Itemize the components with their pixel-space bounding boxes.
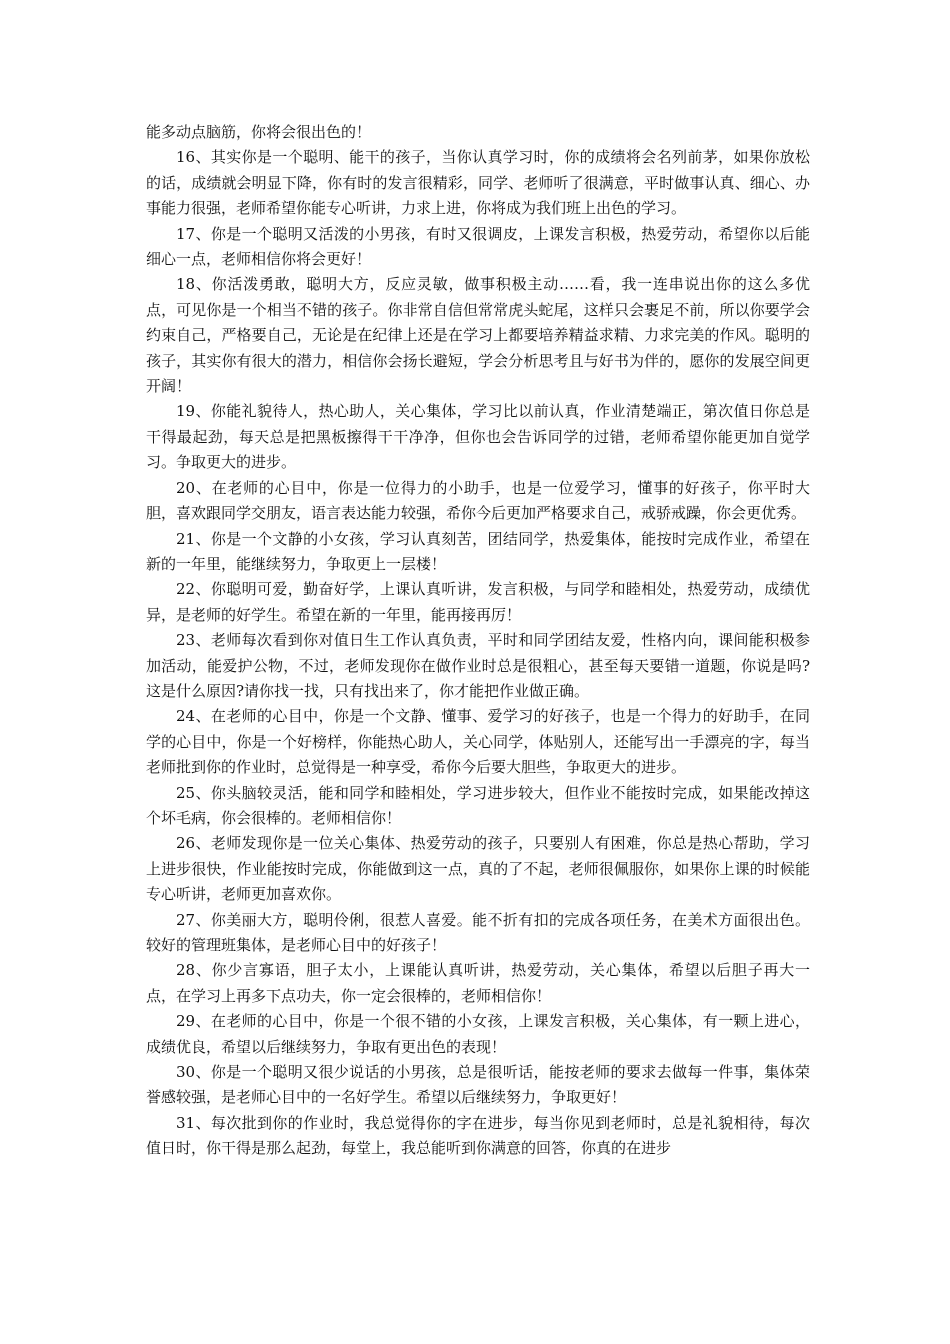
paragraph-22: 22、你聪明可爱，勤奋好学，上课认真听讲，发言积极，与同学和睦相处，热爱劳动，成绩优异，是老师的好学生。希望在新的一年里，能再接再厉！ xyxy=(146,580,810,624)
paragraph-27: 27、你美丽大方，聪明伶俐，很惹人喜爱。能不折有扣的完成各项任务，在美术方面很出色。较好的管理班集体，是老师心目中的好孩子！ xyxy=(146,910,810,954)
paragraph-31: 31、每次批到你的作业时，我总觉得你的字在进步，每当你见到老师时，总是礼貌相待，每次值日时，你干得是那么起劲，每堂上，我总能听到你满意的回答，你真的在进步 xyxy=(146,1113,810,1158)
paragraph-29: 29、在老师的心目中，你是一个很不错的小女孩，上课发言积极，关心集体，有一颗上进心，成绩优良，希望以后继续努力，争取有更出色的表现！ xyxy=(146,1012,810,1056)
paragraph-28: 28、你少言寡语，胆子太小，上课能认真听讲，热爱劳动，关心集体，希望以后胆子再大一点，在学习上再多下点功夫，你一定会很棒的，老师相信你！ xyxy=(146,961,810,1005)
paragraph-26: 26、老师发现你是一位关心集体、热爱劳动的孩子，只要别人有困难，你总是热心帮助，学习上进步很快，作业能按时完成，你能做到这一点，真的了不起，老师很佩服你，如果你上课的时候能专心听讲，老师更加喜欢你。 xyxy=(146,834,810,904)
paragraph-23: 23、老师每次看到你对值日生工作认真负责，平时和同学团结友爱，性格内向，课间能积极参加活动，能爱护公物，不过，老师发现你在做作业时总是很粗心，甚至每天要错一道题，你说是吗?这是什么原因?请你找一找，只有找出来了，你才能把作业做正确。 xyxy=(146,631,810,700)
paragraph-continuation: 能多动点脑筋，你将会很出色的！ xyxy=(146,123,372,141)
paragraph-16: 16、其实你是一个聪明、能干的孩子，当你认真学习时，你的成绩将会名列前茅，如果你放松的话，成绩就会明显下降，你有时的发言很精彩，同学、老师听了很满意，平时做事认真、细心、办事能力很强，老师希望你能专心听讲，力求上进，你将成为我们班上出色的学习。 xyxy=(146,148,810,218)
paragraph-19: 19、你能礼貌待人，热心助人，关心集体，学习比以前认真，作业清楚端正，第次值日你总是干得最起劲，每天总是把黑板擦得干干净净，但你也会告诉同学的过错，老师希望你能更加自觉学习。争取更大的进步。 xyxy=(146,402,810,472)
paragraph-20: 20、在老师的心目中，你是一位得力的小助手，也是一位爱学习，懂事的好孩子，你平时大胆，喜欢跟同学交朋友，语言表达能力较强，希你今后更加严格要求自己，戒骄戒躁，你会更优秀。 xyxy=(146,478,810,523)
paragraph-21: 21、你是一个文静的小女孩，学习认真刻苦，团结同学，热爱集体，能按时完成作业，希望在新的一年里，能继续努力，争取更上一层楼！ xyxy=(146,529,810,573)
paragraph-30: 30、你是一个聪明又很少说话的小男孩，总是很听话，能按老师的要求去做每一件事，集体荣誉感较强，是老师心目中的一名好学生。希望以后继续努力，争取更好！ xyxy=(146,1063,810,1107)
paragraph-25: 25、你头脑较灵活，能和同学和睦相处，学习进步较大，但作业不能按时完成，如果能改掉这个坏毛病，你会很棒的。老师相信你！ xyxy=(146,783,810,827)
paragraph-17: 17、你是一个聪明又活泼的小男孩，有时又很调皮，上课发言积极，热爱劳动，希望你以后能细心一点，老师相信你将会更好！ xyxy=(146,224,810,269)
paragraph-18: 18、你活泼勇敢，聪明大方，反应灵敏，做事积极主动……看，我一连串说出你的这么多优点，可见你是一个相当不错的孩子。你非常自信但常常虎头蛇尾，这样只会裹足不前，所以你要学会约束自己，严格要自己，无论是在纪律上还是在学习上都要培养精益求精、力求完美的作风。聪明的孩子，其实你有很大的潜力，相信你会扬长避短，学会分析思考且与好书为伴的，愿你的发展空间更开阔！ xyxy=(146,275,810,396)
document-body xyxy=(146,120,810,1162)
paragraph-24: 24、在老师的心目中，你是一个文静、懂事、爱学习的好孩子，也是一个得力的好助手，在同学的心目中，你是一个好榜样，你能热心助人，关心同学，体贴别人，还能写出一手漂亮的字，每当老师批到你的作业时，总觉得是一种享受，希你今后要大胆些，争取更大的进步。 xyxy=(146,707,810,777)
